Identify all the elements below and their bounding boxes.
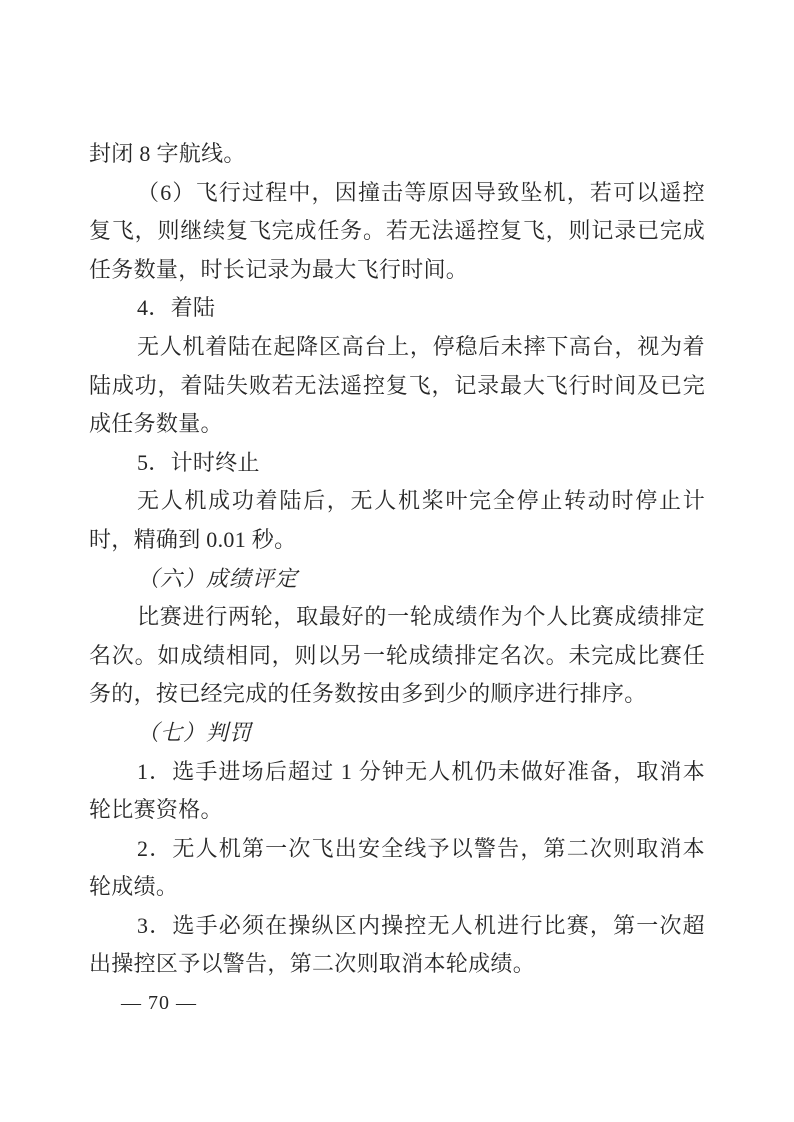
- text-line: 出操控区予以警告，第二次则取消本轮成绩。: [89, 951, 536, 977]
- text-line: （七）判罚: [137, 719, 253, 745]
- text-line: 轮成绩。: [89, 874, 179, 900]
- text-line: 2．无人机第一次飞出安全线予以警告，第二次则取消本: [137, 835, 705, 861]
- text-line: 比赛进行两轮，取最好的一轮成绩作为个人比赛成绩排定: [137, 604, 705, 630]
- text-line: 成任务数量。: [89, 411, 223, 437]
- text-line: 封闭 8 字航线。: [89, 141, 246, 166]
- text-line: 4．着陆: [137, 295, 216, 321]
- text-line: 无人机着陆在起降区高台上，停稳后未摔下高台，视为着: [137, 333, 705, 359]
- text-line: 无人机成功着陆后，无人机桨叶完全停止转动时停止计: [137, 488, 705, 514]
- page-number: — 70 —: [121, 992, 197, 1014]
- paragraph: [89, 444, 705, 483]
- text-line: 3．选手必须在操纵区内操控无人机进行比赛，第一次超: [137, 912, 705, 938]
- paragraph: [89, 598, 705, 714]
- paragraph: [89, 135, 705, 174]
- text-line: （6）飞行过程中，因撞击等原因导致坠机，若可以遥控: [137, 179, 705, 205]
- text-line: 务的，按已经完成的任务数按由多到少的顺序进行排序。: [89, 681, 647, 707]
- text-line: 陆成功，着陆失败若无法遥控复飞，记录最大飞行时间及已完: [89, 372, 705, 398]
- text-line: 名次。如成绩相同，则以另一轮成绩排定名次。未完成比赛任: [89, 642, 705, 668]
- text-line: 时，精确到 0.01 秒。: [89, 526, 297, 552]
- text-line: 轮比赛资格。: [89, 797, 223, 823]
- paragraph: [89, 289, 705, 328]
- paragraph: [89, 830, 705, 907]
- text-line: 任务数量，时长记录为最大飞行时间。: [89, 256, 469, 282]
- paragraph: [89, 328, 705, 444]
- paragraph: [89, 174, 705, 290]
- text-line: 1．选手进场后超过 1 分钟无人机仍未做好准备，取消本: [137, 758, 705, 784]
- paragraph: [89, 753, 705, 830]
- document-body: [89, 135, 705, 984]
- paragraph: [89, 907, 705, 984]
- text-line: （六）成绩评定: [137, 565, 299, 591]
- paragraph: [89, 560, 705, 599]
- paragraph: [89, 714, 705, 753]
- text-line: 5．计时终止: [137, 449, 260, 475]
- paragraph: [89, 482, 705, 559]
- text-line: 复飞，则继续复飞完成任务。若无法遥控复飞，则记录已完成: [89, 218, 705, 244]
